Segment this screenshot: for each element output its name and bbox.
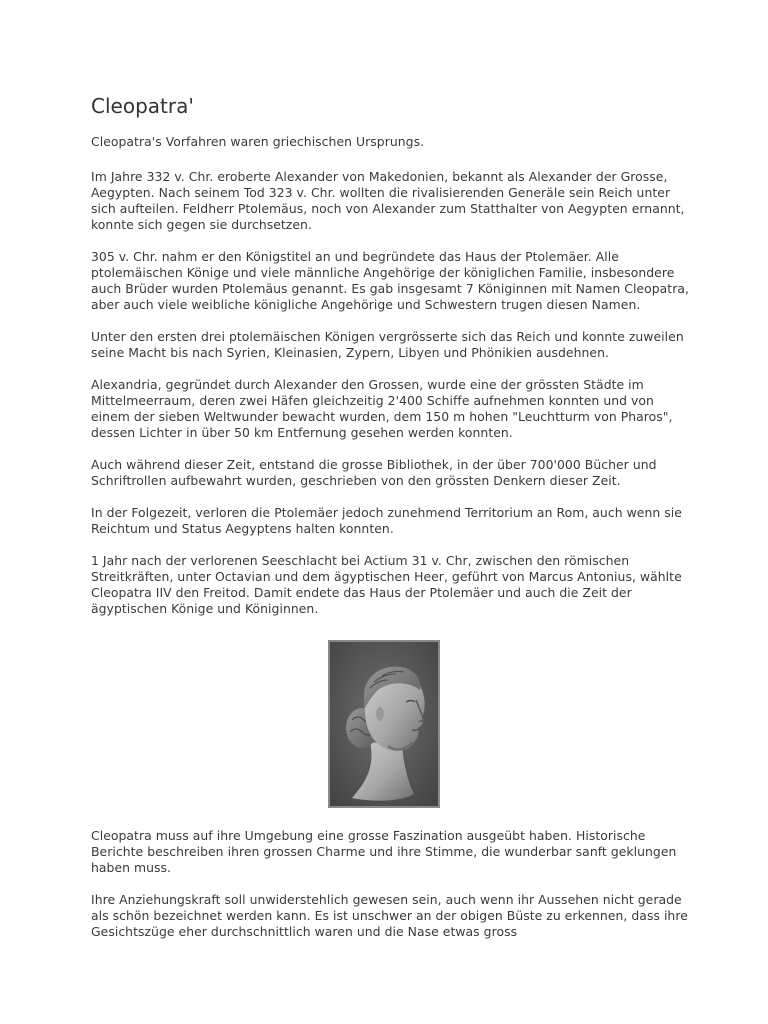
paragraph-2: Im Jahre 332 v. Chr. eroberte Alexander von Makedonien, bekannt als Alexander der Grosse, Aegypten. Nach seinem Tod 323 v. Chr. wollten die rivalisierenden Generäle sein Reich unter sich aufteilen. Feldherr Ptolemäus, noch von Alexander zum Statthalter von Aegypten ernannt, konnte sich gegen sie durchsetzen. bbox=[91, 169, 685, 232]
bust-illustration bbox=[330, 642, 438, 806]
paragraph-10: Ihre Anziehungskraft soll unwiderstehlich gewesen sein, auch wenn ihr Aussehen nicht gerade als schön bezeichnet werden kann. Es ist unschwer an der obigen Büste zu erkennen, dass ihre Gesichtszüge eher durchschnittlich waren und die Nase etwas gross bbox=[91, 892, 688, 939]
page-title: Cleopatra' bbox=[91, 94, 194, 118]
paragraph-5: Alexandria, gegründet durch Alexander den Grossen, wurde eine der grössten Städte im Mittelmeerraum, deren zwei Häfen gleichzeitig 2'400 Schiffe aufnehmen konnten und von einem der sieben Weltwunder bewacht wurden, dem 150 m hohen "Leuchtturm von Pharos", dessen Lichter in über 50 km Entfernung gesehen werden konnten. bbox=[91, 377, 673, 440]
document-page bbox=[91, 94, 691, 956]
paragraph-3: 305 v. Chr. nahm er den Königstitel an und begründete das Haus der Ptolemäer. Alle ptolemäischen Könige und viele männliche Angehörige der königlichen Familie, insbesondere auch Brüder wurden Ptolemäus genannt. Es gab insgesamt 7 Königinnen mit Namen Cleopatra, aber auch viele weibliche königliche Angehörige und Schwestern trugen diesen Namen. bbox=[91, 249, 689, 312]
paragraph-4: Unter den ersten drei ptolemäischen Königen vergrösserte sich das Reich und konnte zuweilen seine Macht bis nach Syrien, Kleinasien, Zypern, Libyen und Phönikien ausdehnen. bbox=[91, 329, 684, 360]
paragraph-6: Auch während dieser Zeit, entstand die grosse Bibliothek, in der über 700'000 Bücher und Schriftrollen aufbewahrt wurden, geschrieben von den grössten Denkern dieser Zeit. bbox=[91, 457, 657, 488]
paragraph-1: Cleopatra's Vorfahren waren griechischen Ursprungs. bbox=[91, 134, 425, 149]
cleopatra-bust-image bbox=[328, 640, 440, 808]
paragraph-7: In der Folgezeit, verloren die Ptolemäer jedoch zunehmend Territorium an Rom, auch wenn sie Reichtum und Status Aegyptens halten konnten. bbox=[91, 505, 682, 536]
paragraph-8: 1 Jahr nach der verlorenen Seeschlacht bei Actium 31 v. Chr, zwischen den römischen Streitkräften, unter Octavian und dem ägyptischen Heer, geführt von Marcus Antonius, wählte Cleopatra IIV den Freitod. Damit endete das Haus der Ptolemäer und auch die Zeit der ägyptischen Könige und Königinnen. bbox=[91, 553, 682, 616]
paragraph-9: Cleopatra muss auf ihre Umgebung eine grosse Faszination ausgeübt haben. Historische Berichte beschreiben ihren grossen Charme und ihre Stimme, die wunderbar sanft geklungen haben muss. bbox=[91, 828, 677, 875]
